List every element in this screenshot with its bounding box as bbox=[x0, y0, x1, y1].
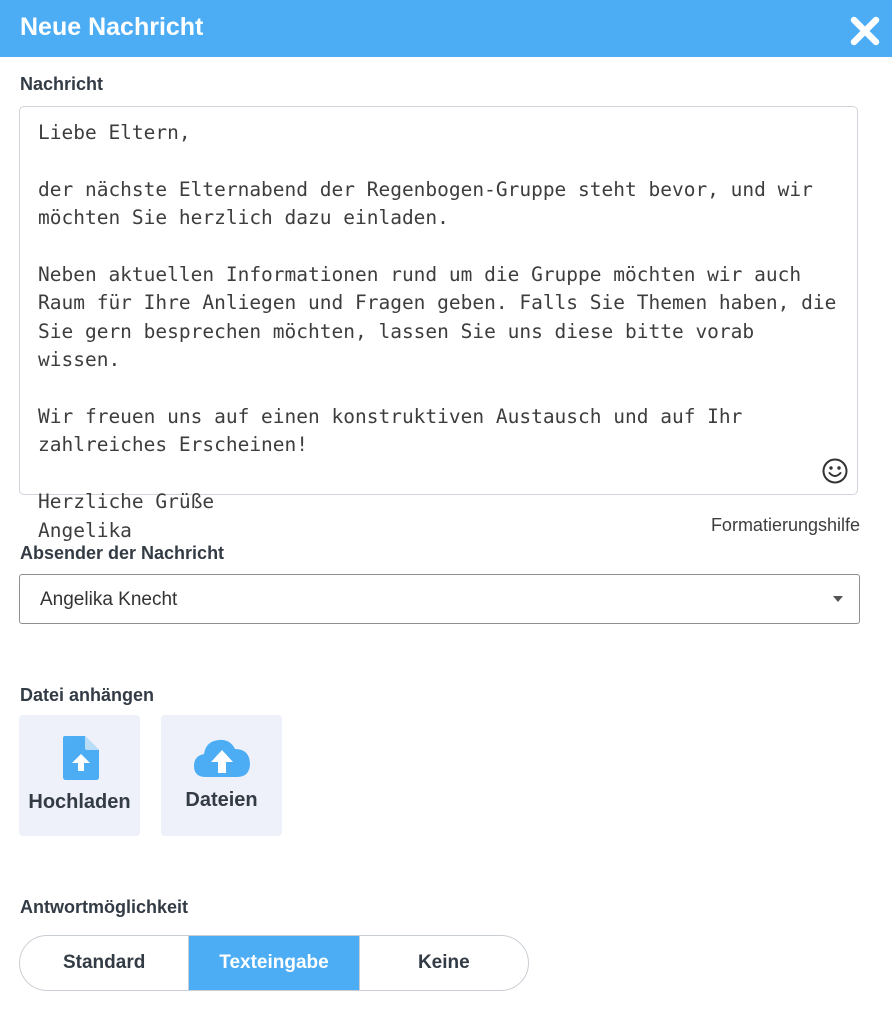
files-label: Dateien bbox=[185, 789, 258, 811]
upload-label: Hochladen bbox=[28, 791, 131, 813]
reply-options bbox=[19, 935, 529, 991]
file-upload-icon bbox=[59, 735, 101, 781]
message-label: Nachricht bbox=[20, 74, 104, 94]
attachment-label: Datei anhängen bbox=[20, 685, 155, 705]
reply-option-keine[interactable]: Keine bbox=[359, 936, 528, 990]
cloud-upload-icon bbox=[192, 735, 252, 779]
close-button[interactable] bbox=[848, 14, 882, 48]
caret-down-icon bbox=[833, 596, 843, 602]
sender-select-value: Angelika Knecht bbox=[40, 589, 178, 610]
dialog-header bbox=[0, 0, 892, 57]
reply-option-standard[interactable]: Standard bbox=[62, 952, 146, 973]
sender-label: Absender der Nachricht bbox=[20, 543, 225, 563]
reply-label: Antwortmöglichkeit bbox=[20, 897, 189, 917]
files-button[interactable] bbox=[161, 715, 282, 836]
message-text[interactable]: Liebe Eltern, der nächste Elternabend der Regenbogen-Gruppe steht bevor, und wir möchten Sie herzlich dazu einladen. Neben aktuellen Informationen rund um die Gruppe möchten wir auch Raum für Ihre Anliegen und Fragen geben. Falls Sie Themen haben, die Sie gern besprechen möchten, lassen Sie uns diese bitte vorab wissen. Wir freuen uns auf einen konstruktiven Austausch und auf Ihr zahlreiches Erscheinen! Herzliche Grüße Angelika bbox=[38, 121, 837, 542]
upload-button[interactable] bbox=[19, 715, 140, 836]
close-icon bbox=[848, 14, 882, 48]
format-help-link[interactable]: Formatierungshilfe bbox=[710, 515, 860, 535]
dialog-title: Neue Nachricht bbox=[20, 13, 204, 41]
sender-select[interactable] bbox=[19, 574, 860, 624]
emoji-button[interactable] bbox=[821, 457, 849, 485]
smiley-icon bbox=[821, 457, 849, 485]
reply-option-texteingabe[interactable]: Texteingabe bbox=[188, 936, 358, 990]
